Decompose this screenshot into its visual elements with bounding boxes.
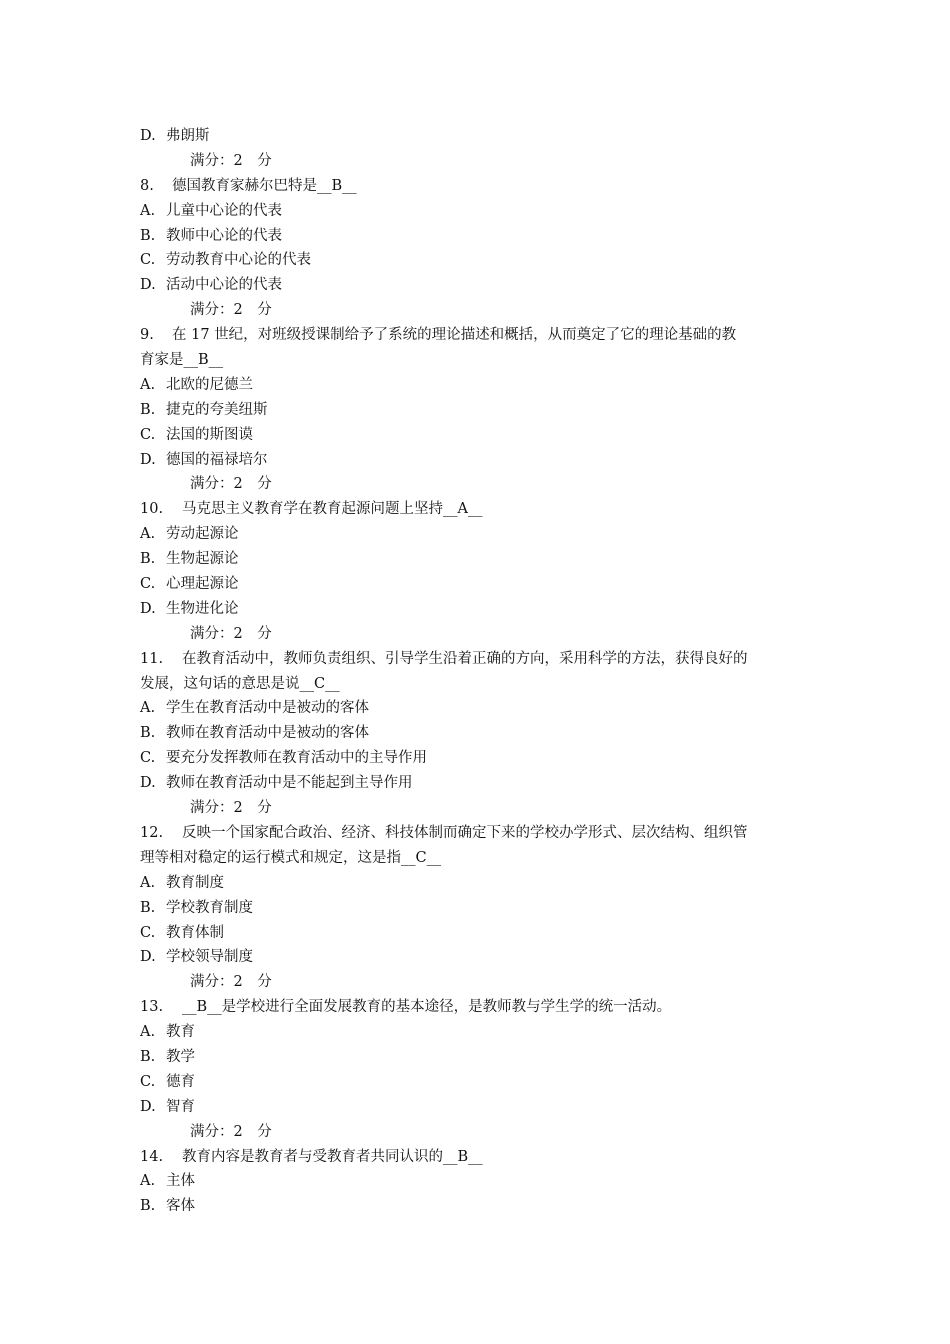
option-text: 劳动教育中心论的代表 (166, 252, 311, 269)
option-text: 德国的福禄培尔 (166, 451, 268, 468)
option-text: 智育 (166, 1098, 195, 1115)
option-text: 教育制度 (166, 874, 224, 891)
score-line: 满分：2 分 (190, 302, 272, 319)
option-line (140, 373, 820, 398)
option-text: 主体 (166, 1173, 195, 1190)
option-letter: A. (140, 202, 156, 219)
question-text (140, 672, 820, 697)
score-line: 满分：2 分 (190, 152, 272, 169)
option-line (140, 224, 820, 249)
option-text: 客体 (166, 1198, 195, 1215)
option-letter: C. (140, 576, 156, 593)
option-text: 弗朗斯 (166, 128, 210, 144)
option-line (140, 273, 820, 298)
question-number: 9. (140, 327, 154, 344)
option-letter: B. (140, 725, 156, 742)
option-letter: C. (140, 924, 156, 941)
option-line (140, 746, 820, 771)
option-text: 教育 (166, 1024, 195, 1041)
question-line: 发展，这句话的意思是说__C__ (140, 675, 340, 692)
question-text (140, 846, 820, 871)
option-line (140, 1045, 820, 1070)
option-text: 学校教育制度 (166, 899, 253, 916)
option-letter: A. (140, 376, 156, 393)
option-letter: C. (140, 750, 156, 767)
question-number: 12. (140, 824, 164, 841)
option-letter: C. (140, 252, 156, 269)
option-line (140, 572, 820, 597)
option-line (140, 1169, 820, 1194)
question-text (140, 174, 820, 199)
option-text: 活动中心论的代表 (166, 277, 282, 294)
score-line: 满分：2 分 (190, 476, 272, 493)
option-line (140, 597, 820, 622)
option-letter: B. (140, 227, 156, 244)
question-number: 11. (140, 650, 164, 667)
option-letter: D. (140, 128, 156, 144)
option-line (140, 1070, 820, 1095)
option-text: 捷克的夸美纽斯 (166, 401, 268, 418)
score-line: 满分：2 分 (190, 800, 272, 817)
question-line: 马克思主义教育学在教育起源问题上坚持__A__ (182, 501, 483, 518)
option-line (140, 248, 820, 273)
option-letter: D. (140, 1098, 156, 1115)
score-line: 满分：2 分 (190, 1123, 272, 1140)
question-text (140, 1145, 820, 1170)
option-text: 生物进化论 (166, 600, 239, 617)
option-line (140, 921, 820, 946)
option-line (140, 721, 820, 746)
option-text: 儿童中心论的代表 (166, 202, 282, 219)
option-letter: C. (140, 1073, 156, 1090)
option-text: 教师中心论的代表 (166, 227, 282, 244)
option-letter: D. (140, 277, 156, 294)
question-text (140, 821, 820, 846)
option-text: 要充分发挥教师在教育活动中的主导作用 (166, 750, 427, 767)
option-line (140, 522, 820, 547)
option-line (140, 1194, 820, 1219)
question-text (140, 647, 820, 672)
option-text: 心理起源论 (166, 576, 239, 593)
question-line: 教育内容是教育者与受教育者共同认识的__B__ (182, 1148, 483, 1165)
question-number: 8. (140, 177, 154, 194)
question-line: 在教育活动中，教师负责组织、引导学生沿着正确的方向，采用科学的方法，获得良好的 (182, 650, 748, 667)
question-text (140, 995, 820, 1020)
option-line (140, 423, 820, 448)
question-line: 在 17 世纪，对班级授课制给予了系统的理论描述和概括，从而奠定了它的理论基础的教 (172, 327, 737, 344)
option-letter: A. (140, 874, 156, 891)
question-line: 德国教育家赫尔巴特是__B__ (172, 177, 357, 194)
option-letter: B. (140, 1198, 156, 1215)
option-letter: C. (140, 426, 156, 443)
option-line (140, 771, 820, 796)
option-line (140, 896, 820, 921)
option-text: 教学 (166, 1048, 195, 1065)
question-number: 13. (140, 999, 164, 1016)
score-line: 满分：2 分 (190, 974, 272, 991)
option-letter: A. (140, 700, 156, 717)
option-letter: B. (140, 899, 156, 916)
option-letter: B. (140, 401, 156, 418)
option-line (140, 871, 820, 896)
question-line: 理等相对稳定的运行模式和规定，这是指__C__ (140, 849, 442, 866)
option-line (140, 398, 820, 423)
option-line (140, 547, 820, 572)
option-letter: D. (140, 600, 156, 617)
option-letter: A. (140, 1024, 156, 1041)
question-list (140, 124, 820, 1219)
question-text (140, 348, 820, 373)
option-letter: A. (140, 526, 156, 543)
option-text: 生物起源论 (166, 551, 239, 568)
option-line (140, 1095, 820, 1120)
question-text (140, 497, 820, 522)
option-text: 德育 (166, 1073, 195, 1090)
option-letter: D. (140, 451, 156, 468)
option-letter: B. (140, 551, 156, 568)
option-letter: D. (140, 775, 156, 792)
option-text: 教育体制 (166, 924, 224, 941)
option-letter: A. (140, 1173, 156, 1190)
question-line: __B__是学校进行全面发展教育的基本途径，是教师教与学生学的统一活动。 (182, 999, 672, 1016)
option-line (140, 448, 820, 473)
option-text: 学校领导制度 (166, 949, 253, 966)
question-number: 14. (140, 1148, 164, 1165)
option-letter: D. (140, 949, 156, 966)
question-line: 反映一个国家配合政治、经济、科技体制而确定下来的学校办学形式、层次结构、组织管 (182, 824, 748, 841)
question-number: 10. (140, 501, 164, 518)
option-letter: B. (140, 1048, 156, 1065)
option-line (140, 696, 820, 721)
option-text: 教师在教育活动中是不能起到主导作用 (166, 775, 413, 792)
option-line (140, 199, 820, 224)
score-line: 满分：2 分 (190, 625, 272, 642)
option-text: 北欧的尼德兰 (166, 376, 253, 393)
option-line (140, 124, 820, 149)
option-text: 劳动起源论 (166, 526, 239, 543)
option-line (140, 1020, 820, 1045)
question-line: 育家是__B__ (140, 352, 224, 369)
option-text: 教师在教育活动中是被动的客体 (166, 725, 369, 742)
option-text: 学生在教育活动中是被动的客体 (166, 700, 369, 717)
question-text (140, 323, 820, 348)
option-text: 法国的斯图谟 (166, 426, 253, 443)
option-line (140, 945, 820, 970)
